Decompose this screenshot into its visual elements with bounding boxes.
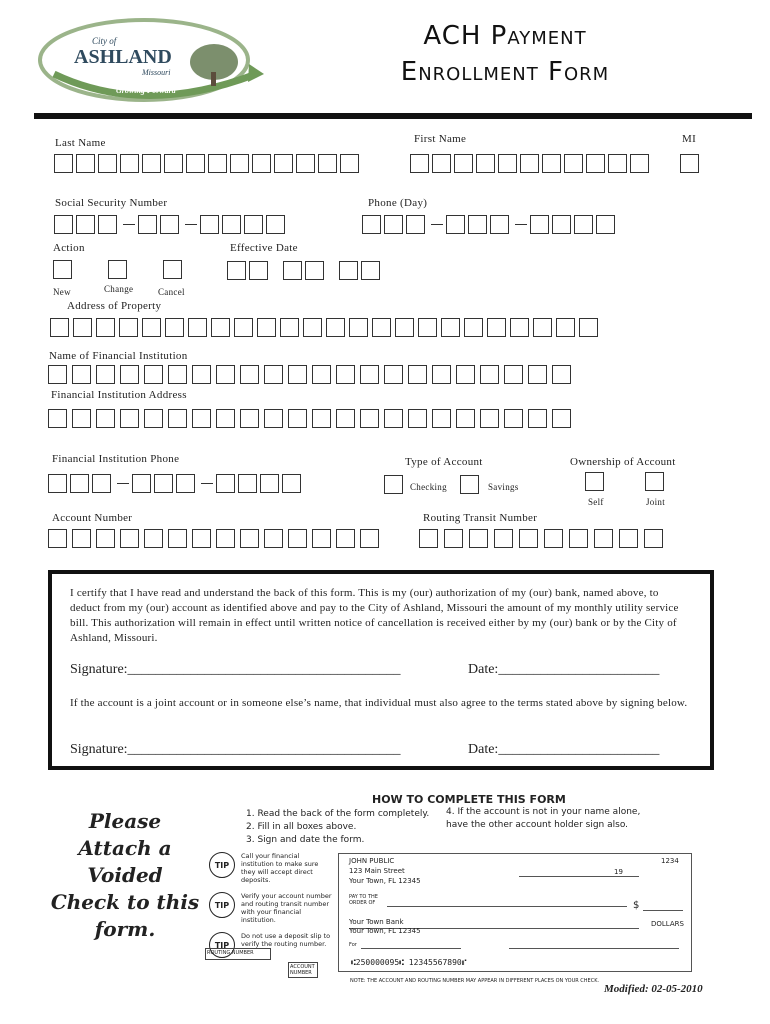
tip-1 (209, 852, 339, 884)
entry-box[interactable] (283, 261, 302, 280)
logo-city-of: City of (92, 36, 117, 46)
entry-box[interactable] (234, 318, 253, 337)
entry-box[interactable] (98, 215, 117, 234)
entry-box[interactable] (98, 154, 117, 173)
entry-box[interactable] (504, 365, 523, 384)
effective-date-label: Effective Date (230, 242, 298, 254)
first-name-boxes[interactable] (410, 154, 652, 173)
separator-dash (431, 224, 443, 226)
entry-box[interactable] (419, 529, 438, 548)
joint-account-note: If the account is a joint account or in someone else’s name, that individual must also agree to the terms stated above by signing below. (70, 697, 688, 709)
entry-box[interactable] (54, 215, 73, 234)
address-boxes[interactable] (50, 318, 602, 337)
address-label: Address of Property (67, 300, 162, 312)
entry-box[interactable] (594, 529, 613, 548)
entry-box[interactable] (72, 409, 91, 428)
entry-box[interactable] (240, 529, 259, 548)
entry-box[interactable] (288, 409, 307, 428)
step-4: 4. If the account is not in your name alone, have the other account holder sign also. (446, 807, 641, 830)
entry-box[interactable] (54, 154, 73, 173)
date-line-1[interactable]: Date:_______________________ (468, 662, 660, 677)
entry-box[interactable] (238, 474, 257, 493)
entry-box[interactable] (574, 215, 593, 234)
entry-box[interactable] (216, 409, 235, 428)
type-of-account-label: Type of Account (405, 456, 483, 468)
entry-box[interactable] (280, 318, 299, 337)
entry-box[interactable] (48, 529, 67, 548)
logo-name: ASHLAND (74, 46, 172, 68)
routing-label: Routing Transit Number (423, 512, 538, 524)
entry-box[interactable] (119, 318, 138, 337)
action-new-box[interactable] (53, 260, 72, 279)
entry-box[interactable] (120, 154, 139, 173)
entry-box[interactable] (240, 409, 259, 428)
entry-box[interactable] (326, 318, 345, 337)
entry-box[interactable] (48, 365, 67, 384)
entry-box[interactable] (240, 365, 259, 384)
tip-3-badge: TIP (209, 932, 235, 958)
entry-box[interactable] (360, 529, 379, 548)
attach-check-note: Please Attach a Voided Check to this form. (50, 809, 200, 941)
date-line-2[interactable]: Date:_______________________ (468, 742, 660, 757)
entry-box[interactable] (200, 215, 219, 234)
entry-box[interactable] (227, 261, 246, 280)
entry-box[interactable] (144, 409, 163, 428)
entry-box[interactable] (340, 154, 359, 173)
savings-box[interactable] (460, 475, 479, 494)
check-date-line (519, 876, 639, 877)
checking-box[interactable] (384, 475, 403, 494)
entry-box[interactable] (192, 409, 211, 428)
entry-box[interactable] (510, 318, 529, 337)
entry-box[interactable] (120, 409, 139, 428)
check-micr: ⑆250000095⑆ 12345567890⑈ (351, 958, 467, 967)
fi-name-label: Name of Financial Institution (49, 350, 188, 362)
entry-box[interactable] (432, 365, 451, 384)
action-label: Action (53, 242, 85, 254)
entry-box[interactable] (48, 409, 67, 428)
account-number-boxes[interactable] (48, 529, 384, 548)
entry-box[interactable] (142, 318, 161, 337)
entry-box[interactable] (519, 529, 538, 548)
entry-box[interactable] (476, 154, 495, 173)
entry-box[interactable] (384, 365, 403, 384)
entry-box[interactable] (504, 409, 523, 428)
signature-line-1[interactable]: Signature:_______________________________________ (70, 662, 401, 677)
entry-box[interactable] (360, 409, 379, 428)
entry-box[interactable] (257, 318, 276, 337)
entry-box[interactable] (168, 529, 187, 548)
tip-1-text: Call your financial institution to make sure they will accept direct deposits. (241, 852, 319, 884)
entry-box[interactable] (252, 154, 271, 173)
entry-box[interactable] (211, 318, 230, 337)
entry-box[interactable] (120, 529, 139, 548)
check-payee-line (387, 906, 627, 907)
check-signature-line (509, 948, 679, 949)
how-to-heading: HOW TO COMPLETE THIS FORM (372, 793, 566, 806)
entry-box[interactable] (520, 154, 539, 173)
entry-box[interactable] (680, 154, 699, 173)
entry-box[interactable] (395, 318, 414, 337)
check-memo: For (349, 942, 357, 948)
check-street: 123 Main Street (349, 867, 405, 875)
check-name: JOHN PUBLIC (349, 857, 395, 865)
entry-box[interactable] (186, 154, 205, 173)
separator-dash (201, 483, 213, 485)
entry-box[interactable] (362, 215, 381, 234)
entry-box[interactable] (372, 318, 391, 337)
check-city: Your Town, FL 12345 (349, 877, 421, 885)
separator-dash (515, 224, 527, 226)
last-name-label: Last Name (55, 137, 106, 149)
entry-box[interactable] (168, 365, 187, 384)
entry-box[interactable] (92, 474, 111, 493)
entry-box[interactable] (192, 529, 211, 548)
entry-box[interactable] (384, 409, 403, 428)
fi-phone-boxes[interactable] (48, 474, 304, 493)
entry-box[interactable] (533, 318, 552, 337)
entry-box[interactable] (192, 365, 211, 384)
entry-box[interactable] (339, 261, 358, 280)
entry-box[interactable] (528, 409, 547, 428)
check-bank: Your Town Bank (349, 918, 404, 926)
change-label: Change (104, 284, 134, 294)
savings-label: Savings (488, 482, 519, 492)
entry-box[interactable] (264, 409, 283, 428)
entry-box[interactable] (552, 215, 571, 234)
routing-number-callout: ROUTING NUMBER (205, 948, 271, 960)
check-pay-to: PAY TO THE ORDER OF (349, 894, 378, 906)
phone-boxes[interactable] (362, 215, 618, 234)
entry-box[interactable] (260, 474, 279, 493)
phone-label: Phone (Day) (368, 197, 428, 209)
entry-box[interactable] (528, 365, 547, 384)
new-label: New (53, 287, 71, 297)
entry-box[interactable] (644, 529, 663, 548)
entry-box[interactable] (456, 365, 475, 384)
entry-box[interactable] (264, 529, 283, 548)
entry-box[interactable] (48, 474, 67, 493)
entry-box[interactable] (305, 261, 324, 280)
check-note: NOTE: THE ACCOUNT AND ROUTING NUMBER MAY APPEAR IN DIFFERENT PLACES ON YOUR CHECK. (350, 978, 600, 984)
mi-label: MI (682, 133, 697, 145)
entry-box[interactable] (408, 365, 427, 384)
self-box[interactable] (585, 472, 604, 491)
entry-box[interactable] (76, 154, 95, 173)
action-cancel-box[interactable] (163, 260, 182, 279)
account-number-callout: ACCOUNT NUMBER (288, 962, 318, 978)
joint-box[interactable] (645, 472, 664, 491)
effective-date-boxes[interactable] (227, 261, 383, 280)
page-title (340, 18, 670, 90)
entry-box[interactable] (216, 474, 235, 493)
entry-box[interactable] (222, 215, 241, 234)
sample-check (338, 853, 692, 972)
entry-box[interactable] (144, 365, 163, 384)
entry-box[interactable] (336, 365, 355, 384)
check-number: 1234 (661, 857, 679, 865)
self-label: Self (588, 497, 604, 507)
modified-date: Modified: 02-05-2010 (604, 983, 703, 995)
joint-label: Joint (646, 497, 666, 507)
entry-box[interactable] (154, 474, 173, 493)
check-amount-line (643, 910, 683, 911)
entry-box[interactable] (336, 529, 355, 548)
entry-box[interactable] (70, 474, 89, 493)
entry-box[interactable] (564, 154, 583, 173)
entry-box[interactable] (456, 409, 475, 428)
entry-box[interactable] (282, 474, 301, 493)
entry-box[interactable] (312, 365, 331, 384)
entry-box[interactable] (50, 318, 69, 337)
action-change-box[interactable] (108, 260, 127, 279)
entry-box[interactable] (138, 215, 157, 234)
entry-box[interactable] (569, 529, 588, 548)
how-to-steps (246, 808, 429, 847)
entry-box[interactable] (464, 318, 483, 337)
entry-box[interactable] (494, 529, 513, 548)
entry-box[interactable] (446, 215, 465, 234)
entry-box[interactable] (96, 318, 115, 337)
entry-box[interactable] (72, 529, 91, 548)
separator-dash (185, 224, 197, 226)
separator-dash (123, 224, 135, 226)
entry-box[interactable] (487, 318, 506, 337)
entry-box[interactable] (160, 215, 179, 234)
cancel-label: Cancel (158, 287, 185, 297)
logo-tagline: Growing Forward (116, 86, 176, 95)
routing-boxes[interactable] (419, 529, 669, 548)
entry-box[interactable] (249, 261, 268, 280)
entry-box[interactable] (552, 365, 571, 384)
entry-box[interactable] (244, 215, 263, 234)
entry-box[interactable] (296, 154, 315, 173)
entry-box[interactable] (490, 215, 509, 234)
entry-box[interactable] (556, 318, 575, 337)
entry-box[interactable] (96, 409, 115, 428)
entry-box[interactable] (120, 365, 139, 384)
entry-box[interactable] (96, 529, 115, 548)
entry-box[interactable] (608, 154, 627, 173)
mi-box[interactable] (680, 154, 702, 173)
tip-2-text: Verify your account number and routing transit number with your financial institution. (241, 892, 332, 924)
entry-box[interactable] (480, 409, 499, 428)
entry-box[interactable] (188, 318, 207, 337)
last-name-boxes[interactable] (54, 154, 362, 173)
entry-box[interactable] (176, 474, 195, 493)
tip-2-badge: TIP (209, 892, 235, 918)
entry-box[interactable] (72, 365, 91, 384)
ownership-label: Ownership of Account (570, 456, 676, 468)
check-memo-line (361, 948, 461, 949)
entry-box[interactable] (288, 529, 307, 548)
entry-box[interactable] (454, 154, 473, 173)
tip-2 (209, 892, 339, 924)
entry-box[interactable] (216, 529, 235, 548)
entry-box[interactable] (384, 215, 403, 234)
separator-dash (117, 483, 129, 485)
entry-box[interactable] (579, 318, 598, 337)
fi-phone-label: Financial Institution Phone (52, 453, 180, 465)
entry-box[interactable] (349, 318, 368, 337)
header-divider (34, 113, 752, 119)
entry-box[interactable] (336, 409, 355, 428)
check-dollar-sign: $ (633, 900, 640, 911)
first-name-label: First Name (414, 133, 467, 145)
entry-box[interactable] (266, 215, 285, 234)
entry-box[interactable] (544, 529, 563, 548)
step-3: 3. Sign and date the form. (246, 835, 365, 845)
entry-box[interactable] (552, 409, 571, 428)
tip-3-text: Do not use a deposit slip to verify the routing number. (241, 932, 331, 948)
entry-box[interactable] (230, 154, 249, 173)
entry-box[interactable] (469, 529, 488, 548)
entry-box[interactable] (410, 154, 429, 173)
entry-box[interactable] (480, 365, 499, 384)
entry-box[interactable] (208, 154, 227, 173)
logo-state: Missouri (142, 68, 171, 77)
entry-box[interactable] (288, 365, 307, 384)
entry-box[interactable] (165, 318, 184, 337)
entry-box[interactable] (596, 215, 615, 234)
entry-box[interactable] (132, 474, 151, 493)
entry-box[interactable] (144, 529, 163, 548)
check-bank-city: Your Town, FL 12345 (349, 927, 421, 935)
fi-address-label: Financial Institution Address (51, 389, 187, 401)
entry-box[interactable] (142, 154, 161, 173)
tip-1-badge: TIP (209, 852, 235, 878)
entry-box[interactable] (73, 318, 92, 337)
entry-box[interactable] (630, 154, 649, 173)
step-2: 2. Fill in all boxes above. (246, 822, 357, 832)
entry-box[interactable] (274, 154, 293, 173)
entry-box[interactable] (432, 154, 451, 173)
entry-box[interactable] (312, 529, 331, 548)
certification-box (48, 570, 714, 770)
entry-box[interactable] (164, 154, 183, 173)
check-dollars: DOLLARS (651, 920, 684, 928)
city-logo (34, 12, 264, 104)
entry-box[interactable] (444, 529, 463, 548)
entry-box[interactable] (96, 365, 115, 384)
entry-box[interactable] (312, 409, 331, 428)
entry-box[interactable] (76, 215, 95, 234)
account-number-label: Account Number (52, 512, 133, 524)
step-1: 1. Read the back of the form completely. (246, 809, 430, 819)
entry-box[interactable] (318, 154, 337, 173)
tips-list (209, 852, 339, 958)
entry-box[interactable] (264, 365, 283, 384)
checking-label: Checking (410, 482, 447, 492)
entry-box[interactable] (619, 529, 638, 548)
entry-box[interactable] (432, 409, 451, 428)
entry-box[interactable] (542, 154, 561, 173)
fi-address-boxes[interactable] (48, 409, 576, 428)
entry-box[interactable] (216, 365, 235, 384)
entry-box[interactable] (530, 215, 549, 234)
entry-box[interactable] (586, 154, 605, 173)
entry-box[interactable] (168, 409, 187, 428)
ssn-label: Social Security Number (55, 197, 168, 209)
ssn-boxes[interactable] (54, 215, 288, 234)
entry-box[interactable] (303, 318, 322, 337)
signature-line-2[interactable]: Signature:_______________________________________ (70, 742, 401, 757)
entry-box[interactable] (441, 318, 460, 337)
certification-text: I certify that I have read and understand the back of this form. This is my (our) authorization of my (our) bank, named above, to deduct from my (our) account as identified above and pay to the City of Ashland, Missouri the amount of my monthly utility service bill. This authorization will remain in effect until written notice of cancellation is received either by my (our) bank or by the City of Ashland, Missouri. (70, 587, 679, 644)
entry-box[interactable] (408, 409, 427, 428)
entry-box[interactable] (418, 318, 437, 337)
check-year: 19 (614, 868, 623, 876)
entry-box[interactable] (360, 365, 379, 384)
fi-name-boxes[interactable] (48, 365, 576, 384)
entry-box[interactable] (361, 261, 380, 280)
entry-box[interactable] (498, 154, 517, 173)
entry-box[interactable] (468, 215, 487, 234)
title-line-1: ACH Payment (423, 21, 587, 51)
title-line-2: Enrollment Form (400, 57, 610, 87)
entry-box[interactable] (406, 215, 425, 234)
